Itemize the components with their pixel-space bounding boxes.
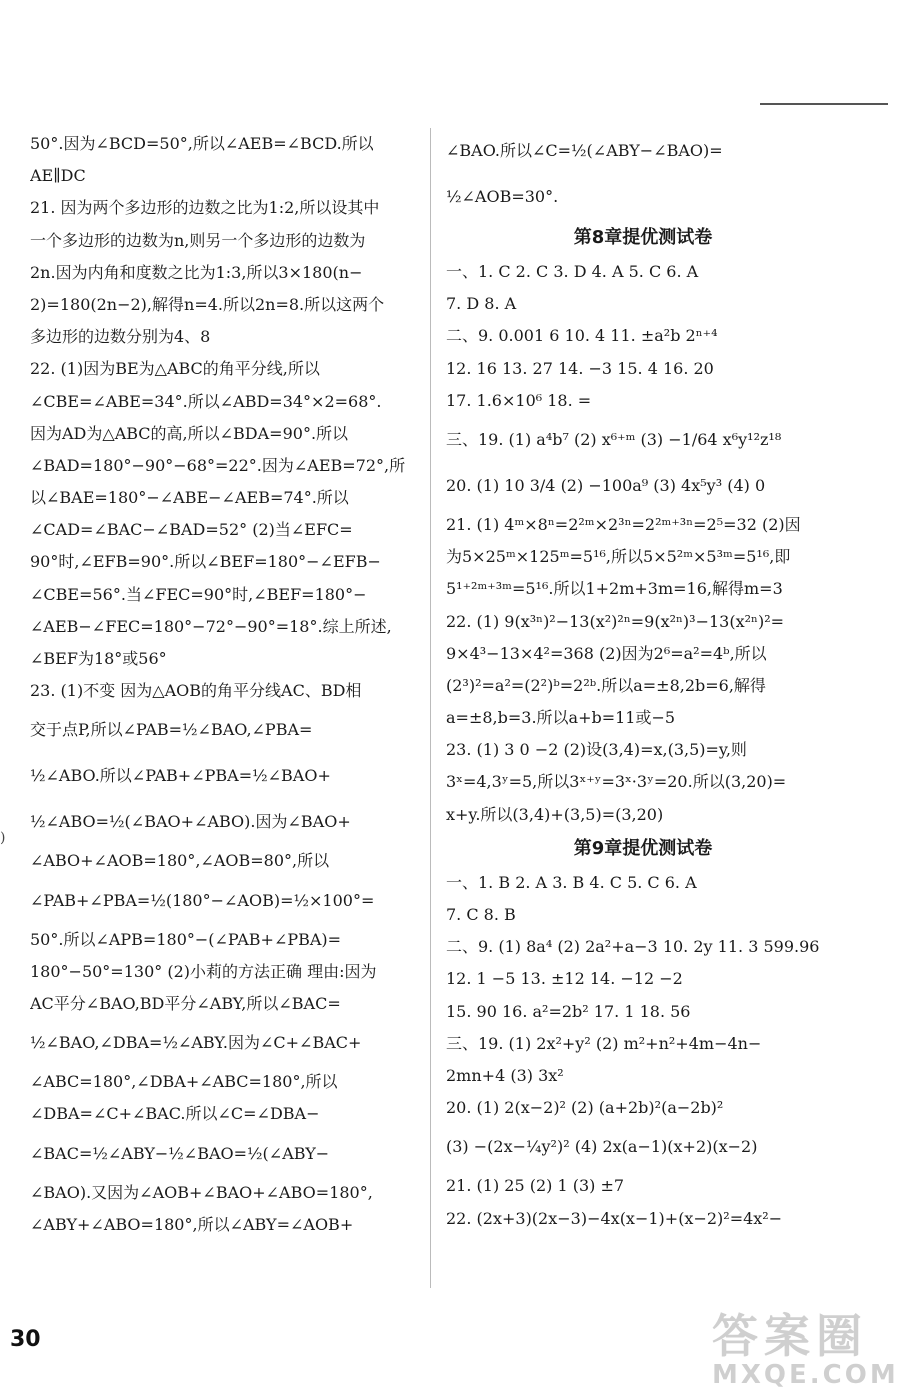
text-line: ∠AEB−∠FEC=180°−72°−90°=18°.综上所述, xyxy=(30,616,392,636)
text-line: 50°.因为∠BCD=50°,所以∠AEB=∠BCD.所以 xyxy=(30,134,374,153)
header-rule xyxy=(760,103,888,105)
text-line: ∠CBE=∠ABE=34°.所以∠ABD=34°×2=68°. xyxy=(30,391,382,411)
text-line: 90°时,∠EFB=90°.所以∠BEF=180°−∠EFB− xyxy=(30,552,381,572)
answer-line: 2mn+4 (3) 3x² xyxy=(446,1065,564,1085)
text-line: ½∠BAO,∠DBA=½∠ABY.因为∠C+∠BAC+ xyxy=(30,1033,362,1053)
text-line: ½∠AOB=30°. xyxy=(446,187,559,206)
text-line: 50°.所以∠APB=180°−(∠PAB+∠PBA)= xyxy=(30,929,342,949)
answer-line: 三、19. (1) 2x²+y² (2) m²+n²+4m−4n− xyxy=(446,1033,762,1053)
text-line: 23. (1)不变 因为△AOB的角平分线AC、BD相 xyxy=(30,681,362,701)
answer-line: 20. (1) 10 3/4 (2) −100a⁹ (3) 4x⁵y³ (4) 0 xyxy=(446,475,766,495)
answer-line: a=±8,b=3.所以a+b=11或−5 xyxy=(446,708,676,728)
text-line: ∠ABC=180°,∠DBA+∠ABC=180°,所以 xyxy=(30,1072,338,1092)
answer-line: 22. (2x+3)(2x−3)−4x(x−1)+(x−2)²=4x²− xyxy=(446,1208,783,1228)
answer-line: 12. 16 13. 27 14. −3 15. 4 16. 20 xyxy=(446,358,714,378)
text-line: ∠ABO+∠AOB=180°,∠AOB=80°,所以 xyxy=(30,851,330,871)
page-number: 30 xyxy=(10,1327,41,1352)
answer-line: 一、1. C 2. C 3. D 4. A 5. C 6. A xyxy=(446,262,699,281)
answer-line: 17. 1.6×10⁶ 18. = xyxy=(446,390,592,410)
text-line: ∠CBE=56°.当∠FEC=90°时,∠BEF=180°− xyxy=(30,584,367,604)
answer-line: 9×4³−13×4²=368 (2)因为2⁶=a²=4ᵇ,所以 xyxy=(446,643,767,663)
text-line: 180°−50°=130° (2)小莉的方法正确 理由:因为 xyxy=(30,961,377,981)
watermark-bottom-text: MXQE.COM xyxy=(712,1360,899,1390)
text-line: 因为AD为△ABC的高,所以∠BDA=90°.所以 xyxy=(30,423,349,443)
answer-line: x+y.所以(3,4)+(3,5)=(3,20) xyxy=(446,804,664,824)
answer-line: 7. D 8. A xyxy=(446,294,517,314)
right-column xyxy=(446,128,840,1235)
text-line: 以∠BAE=180°−∠ABE−∠AEB=74°.所以 xyxy=(30,488,349,508)
watermark-logo xyxy=(712,1300,899,1390)
answer-line: 21. (1) 25 (2) 1 (3) ±7 xyxy=(446,1176,625,1196)
text-line: 交于点P,所以∠PAB=½∠BAO,∠PBA= xyxy=(30,720,313,740)
text-line: ∠ABY+∠ABO=180°,所以∠ABY=∠AOB+ xyxy=(30,1214,354,1234)
text-line: ∠BAO).又因为∠AOB+∠BAO+∠ABO=180°, xyxy=(30,1182,373,1202)
answer-line: 15. 90 16. a²=2b² 17. 1 18. 56 xyxy=(446,1001,691,1021)
answer-line: 22. (1) 9(x³ⁿ)²−13(x²)²ⁿ=9(x²ⁿ)³−13(x²ⁿ)²= xyxy=(446,611,785,631)
left-column xyxy=(30,128,420,1241)
answer-line: 7. C 8. B xyxy=(446,905,516,924)
text-line: 21. 因为两个多边形的边数之比为1:2,所以设其中 xyxy=(30,198,380,218)
answer-line: 为5×25ᵐ×125ᵐ=5¹⁶,所以5×5²ᵐ×5³ᵐ=5¹⁶,即 xyxy=(446,547,791,567)
answer-line: 21. (1) 4ᵐ×8ⁿ=2²ᵐ×2³ⁿ=2²ᵐ⁺³ⁿ=2⁵=32 (2)因 xyxy=(446,514,801,534)
answer-line: (2³)²=a²=(2²)ᵇ=2²ᵇ.所以a=±8,2b=6,解得 xyxy=(446,675,766,695)
text-line: ∠PAB+∠PBA=½(180°−∠AOB)=½×100°= xyxy=(30,890,375,910)
answer-line: 3ˣ=4,3ʸ=5,所以3ˣ⁺ʸ=3ˣ·3ʸ=20.所以(3,20)= xyxy=(446,772,787,792)
answer-line: 二、9. (1) 8a⁴ (2) 2a²+a−3 10. 2y 11. 3 599.96 xyxy=(446,937,820,957)
text-line: ∠DBA=∠C+∠BAC.所以∠C=∠DBA− xyxy=(30,1104,320,1124)
binding-mark: ) xyxy=(0,830,6,846)
answer-line: 5¹⁺²ᵐ⁺³ᵐ=5¹⁶.所以1+2m+3m=16,解得m=3 xyxy=(446,579,783,599)
answer-line: 20. (1) 2(x−2)² (2) (a+2b)²(a−2b)² xyxy=(446,1098,724,1118)
text-line: 多边形的边数分别为4、8 xyxy=(30,327,211,347)
answer-line: 12. 1 −5 13. ±12 14. −12 −2 xyxy=(446,969,683,989)
text-line: ∠BAC=½∠ABY−½∠BAO=½(∠ABY− xyxy=(30,1143,330,1163)
text-line: AC平分∠BAO,BD平分∠ABY,所以∠BAC= xyxy=(30,993,341,1013)
text-line: 一个多边形的边数为n,则另一个多边形的边数为 xyxy=(30,230,366,250)
text-line: ½∠ABO=½(∠BAO+∠ABO).因为∠BAO+ xyxy=(30,812,351,832)
text-line: ∠BAD=180°−90°−68°=22°.因为∠AEB=72°,所 xyxy=(30,455,406,475)
text-line: AE∥DC xyxy=(30,166,86,186)
answer-line: 一、1. B 2. A 3. B 4. C 5. C 6. A xyxy=(446,872,697,892)
text-line: 2n.因为内角和度数之比为1:3,所以3×180(n− xyxy=(30,262,363,282)
column-divider xyxy=(430,128,431,1288)
section-title-ch8: 第8章提优测试卷 xyxy=(573,227,713,248)
answer-line: 23. (1) 3 0 −2 (2)设(3,4)=x,(3,5)=y,则 xyxy=(446,740,747,760)
answer-line: (3) −(2x−¼y²)² (4) 2x(a−1)(x+2)(x−2) xyxy=(446,1137,758,1157)
section-title-ch9: 第9章提优测试卷 xyxy=(573,837,713,859)
text-line: ∠CAD=∠BAC−∠BAD=52° (2)当∠EFC= xyxy=(30,520,353,540)
text-line: 22. (1)因为BE为△ABC的角平分线,所以 xyxy=(30,359,320,379)
text-line: 2)=180(2n−2),解得n=4.所以2n=8.所以这两个 xyxy=(30,294,385,314)
answer-line: 二、9. 0.001 6 10. 4 11. ±a²b 2ⁿ⁺⁴ xyxy=(446,326,718,346)
watermark-top-text: 答案圈 xyxy=(712,1309,868,1363)
answer-line: 三、19. (1) a⁴b⁷ (2) x⁶⁺ᵐ (3) −1/64 x⁶y¹²z¹⁸ xyxy=(446,429,782,449)
text-line: ½∠ABO.所以∠PAB+∠PBA=½∠BAO+ xyxy=(30,766,331,786)
text-line: ∠BAO.所以∠C=½(∠ABY−∠BAO)= xyxy=(446,141,723,160)
text-line: ∠BEF为18°或56° xyxy=(30,649,167,668)
